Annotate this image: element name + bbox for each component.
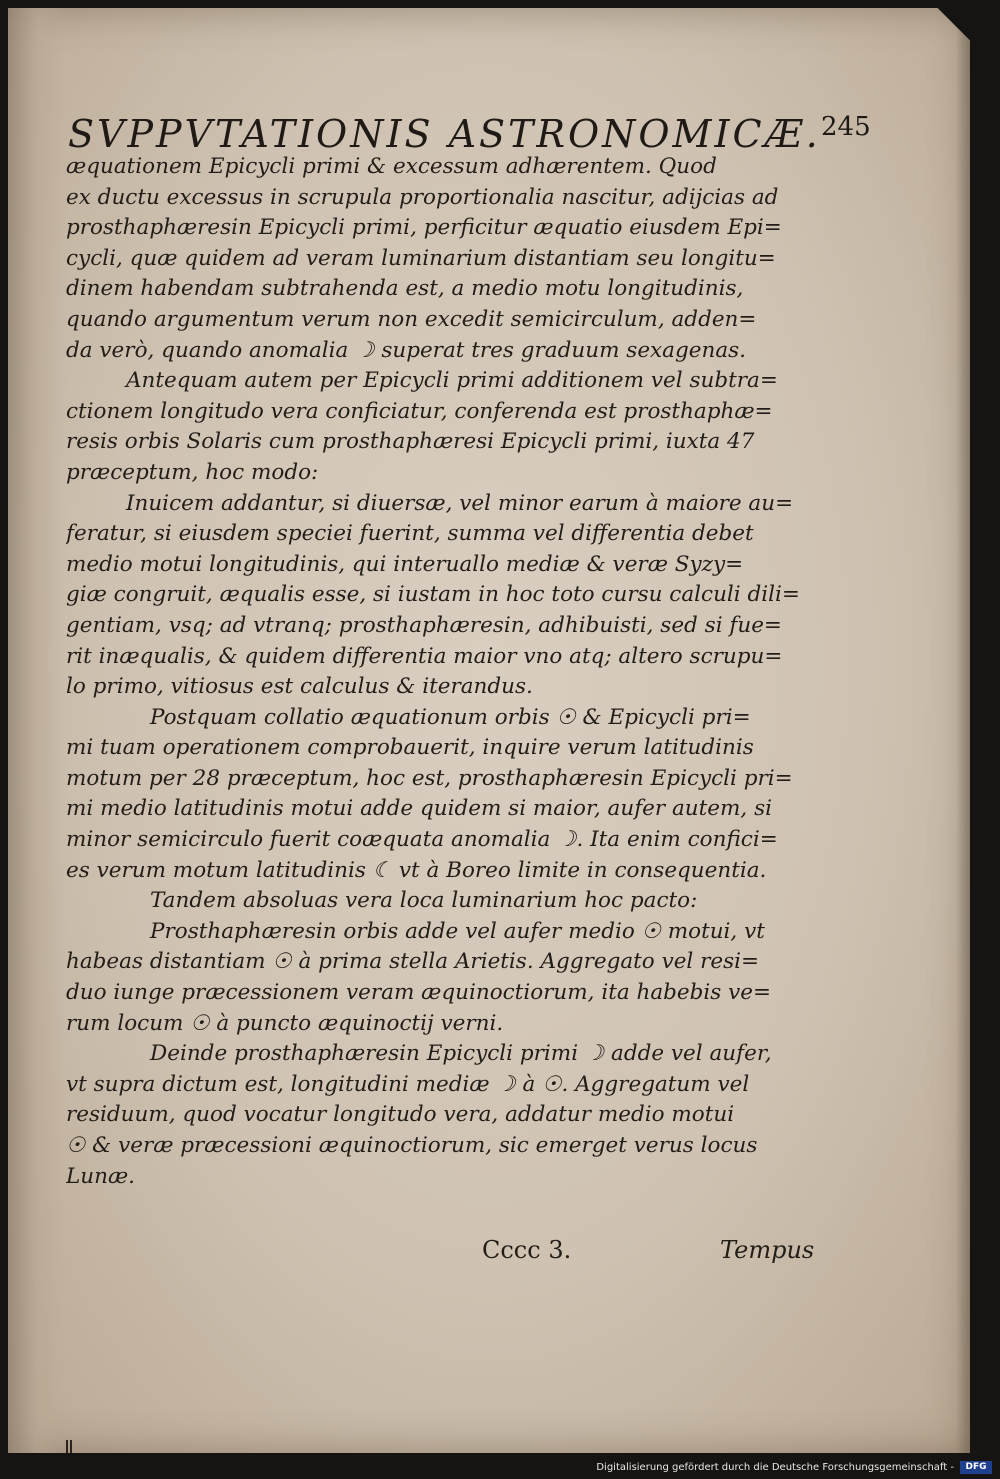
page-number: 245 (821, 112, 871, 142)
text-line: ☉ & veræ præcessioni æquinoctiorum, sic emerget verus locus (66, 1133, 758, 1158)
text-line: vt supra dictum est, longitudini mediæ ☽ à ☉. Aggregatum vel (66, 1071, 750, 1097)
text-line: prosthaphæresin Epicycli primi, perficitur æquatio eiusdem Epi= (66, 215, 782, 241)
text-line: lo primo, vitiosus est calculus & iterandus. (66, 674, 533, 700)
text-line: mi tuam operationem comprobauerit, inquire verum latitudinis (66, 735, 754, 761)
text-line: giæ congruit, æqualis esse, si iustam in hoc toto cursu calculi dili= (66, 582, 800, 608)
funding-credit: Digitalisierung gefördert durch die Deutsche Forschungsgemeinschaft - (596, 1462, 954, 1473)
text-line: cycli, quæ quidem ad veram luminarium distantiam seu longitu= (66, 245, 776, 271)
text-line: feratur, si eiusdem speciei fuerint, summa vel differentia debet (66, 521, 754, 547)
text-line: Inuicem addantur, si diuersæ, vel minor earum à maiore au= (126, 490, 794, 516)
text-line: residuum, quod vocatur longitudo vera, addatur medio motui (66, 1102, 735, 1128)
dfg-logo: DFG (960, 1461, 992, 1474)
text-line: Deinde prosthaphæresin Epicycli primi ☽ adde vel aufer, (150, 1041, 772, 1067)
text-line: ex ductu excessus in scrupula proportionalia nascitur, adijcias ad (66, 184, 779, 210)
text-line: mi medio latitudinis motui adde quidem si maior, aufer autem, si (66, 796, 772, 822)
credit-bar (0, 1453, 1000, 1479)
text-line: dinem habendam subtrahenda est, a medio motu longitudinis, (66, 276, 744, 302)
text-line: resis orbis Solaris cum prosthaphæresi Epicycli primi, iuxta 47 (66, 429, 755, 455)
text-line: rum locum ☉ à puncto æquinoctij verni. (66, 1010, 504, 1036)
text-line: medio motui longitudinis, qui interuallo mediæ & veræ Syzy= (66, 551, 744, 577)
text-line: duo iunge præcessionem veram æquinoctiorum, ita habebis ve= (66, 980, 772, 1006)
text-line: gentiam, vsq; ad vtranq; prosthaphæresin, adhibuisti, sed si fue= (66, 612, 782, 638)
signature-mark: Cccc 3. (482, 1236, 572, 1264)
text-line: Antequam autem per Epicycli primi additionem vel subtra= (126, 368, 778, 394)
body-text (66, 152, 836, 1192)
text-line: Lunæ. (66, 1163, 136, 1189)
text-line: ctionem longitudo vera conficiatur, conferenda est prosthaphæ= (66, 398, 773, 424)
book-page (8, 8, 970, 1453)
text-line: da verò, quando anomalia ☽ superat tres graduum sexagenas. (66, 337, 747, 363)
text-line: minor semicirculo fuerit coæquata anomalia ☽. Ita enim confici= (66, 827, 778, 853)
text-line: Postquam collatio æquationum orbis ☉ & Epicycli pri= (150, 704, 751, 730)
text-line: præceptum, hoc modo: (66, 459, 319, 485)
text-line: quando argumentum verum non excedit semicirculum, adden= (66, 306, 757, 332)
text-line: Tandem absoluas vera loca luminarium hoc pacto: (150, 888, 698, 914)
text-line: rit inæqualis, & quidem differentia maior vno atq; altero scrupu= (66, 643, 783, 669)
page-corner (930, 8, 970, 48)
text-line: Prosthaphæresin orbis adde vel aufer medio ☉ motui, vt (150, 918, 765, 944)
text-line: motum per 28 præceptum, hoc est, prosthaphæresin Epicycli pri= (66, 765, 793, 791)
text-line: æquationem Epicycli primi & excessum adhærentem. Quod (66, 154, 717, 179)
running-title: SVPPVTATIONIS ASTRONOMICÆ. (68, 112, 821, 156)
text-line: es verum motum latitudinis ☾ vt à Boreo limite in consequentia. (66, 857, 767, 883)
page-footer (8, 1230, 970, 1270)
catchword: Tempus (720, 1236, 815, 1264)
text-line: habeas distantiam ☉ à prima stella Arietis. Aggregato vel resi= (66, 949, 760, 975)
